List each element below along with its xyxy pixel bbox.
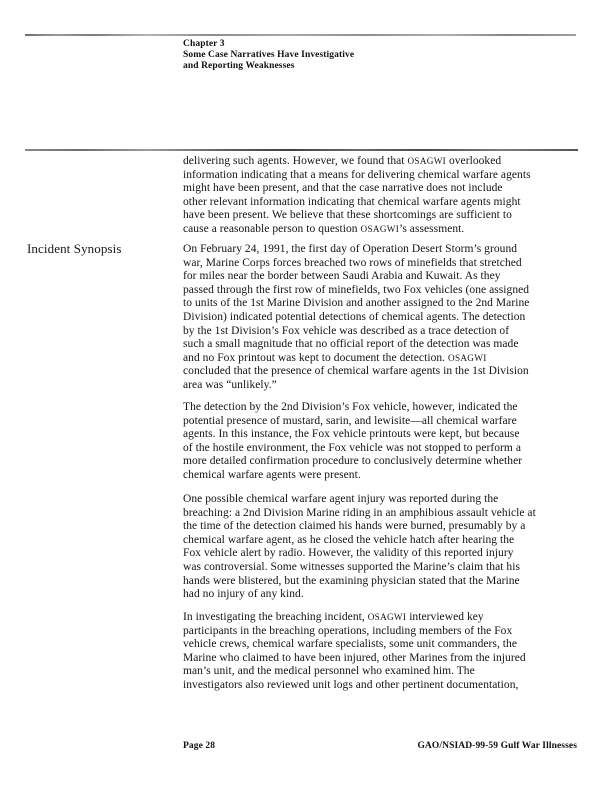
text-line: man’s unit, and the medical personnel who examined him. The — [183, 665, 475, 678]
text-line: such a small magnitude that no official report of the detection was made — [183, 338, 519, 351]
text-line: vehicle crews, chemical warfare specialists, some unit commanders, the — [183, 638, 517, 651]
text-line: Marine who claimed to have been injured, other Marines from the injured — [183, 651, 526, 664]
paragraph-4 — [183, 493, 583, 602]
text-line: agents. In this instance, the Fox vehicle printouts were kept, but because — [183, 428, 520, 441]
chapter-number: Chapter 3 — [183, 39, 225, 49]
text-line: by the 1st Division’s Fox vehicle was described as a trace detection of — [183, 324, 510, 337]
body-top-rule — [25, 149, 578, 151]
text-line: other relevant information indicating that chemical warfare agents might — [183, 195, 521, 208]
paragraph-2 — [183, 243, 583, 393]
report-id: GAO/NSIAD-99-59 Gulf War Illnesses — [417, 741, 577, 751]
text-line: potential presence of mustard, sarin, and lewisite—all chemical warfare — [183, 414, 517, 427]
text-line: more detailed confirmation procedure to conclusively determine whether — [183, 455, 523, 468]
text-line: breaching: a 2nd Division Marine riding in an amphibious assault vehicle at — [183, 506, 536, 519]
paragraph-5 — [183, 611, 583, 693]
text-line: passed through the first row of minefields, two Fox vehicles (one assigned — [183, 283, 530, 296]
text-line: and no Fox printout was kept to document the detection. OSAGWI — [183, 351, 487, 364]
text-line: might have been present, and that the case narrative does not include — [183, 182, 503, 195]
text-line: One possible chemical warfare agent injury was reported during the — [183, 493, 499, 505]
text-line: investigators also reviewed unit logs and other pertinent documentation, — [183, 678, 519, 691]
text-line: In investigating the breaching incident, OSAGWI interviewed key — [183, 611, 484, 623]
page-number: Page 28 — [183, 741, 216, 751]
text-line: chemical warfare agents were present. — [183, 468, 361, 481]
text-line: have been present. We believe that these shortcomings are sufficient to — [183, 209, 512, 222]
text-line: chemical warfare agent, as he closed the vehicle hatch after hearing the — [183, 533, 515, 546]
text-line: concluded that the presence of chemical warfare agents in the 1st Division — [183, 365, 529, 378]
text-line: to units of the 1st Marine Division and another assigned to the 2nd Marine — [183, 297, 530, 310]
text-line: was controversial. Some witnesses supported the Marine’s claim that his — [183, 560, 520, 573]
text-line: the time of the detection claimed his hands were burned, presumably by a — [183, 520, 526, 533]
section-heading: Incident Synopsis — [27, 241, 122, 256]
chapter-title-line-1: Some Case Narratives Have Investigative — [183, 50, 355, 60]
text-line: Division) indicated potential detections of chemical agents. The detection — [183, 310, 526, 323]
text-line: war, Marine Corps forces breached two rows of minefields that stretched — [183, 256, 522, 269]
text-line: The detection by the 2nd Division’s Fox vehicle, however, indicated the — [183, 401, 518, 413]
text-line: Fox vehicle alert by radio. However, the validity of this reported injury — [183, 547, 514, 560]
text-line: On February 24, 1991, the first day of Operation Desert Storm’s ground — [183, 243, 518, 255]
paragraph-3 — [183, 401, 583, 483]
text-line: cause a reasonable person to question OSAGWI’s assessment. — [183, 222, 465, 235]
text-line: hands were blistered, but the examining physician stated that the Marine — [183, 574, 520, 587]
chapter-header — [183, 39, 354, 72]
text-line: area was “unlikely.” — [183, 378, 277, 391]
chapter-title-line-2: and Reporting Weaknesses — [183, 61, 295, 71]
paragraph-1 — [183, 155, 583, 237]
header-rule — [25, 34, 576, 36]
text-line: delivering such agents. However, we found that OSAGWI overlooked — [183, 155, 502, 167]
text-line: had no injury of any kind. — [183, 588, 304, 601]
text-line: participants in the breaching operations, including members of the Fox — [183, 624, 513, 637]
text-line: for miles near the border between Saudi Arabia and Kuwait. As they — [183, 270, 501, 283]
text-line: information indicating that a means for delivering chemical warfare agents — [183, 168, 531, 181]
text-line: of the hostile environment, the Fox vehicle was not stopped to perform a — [183, 441, 521, 454]
